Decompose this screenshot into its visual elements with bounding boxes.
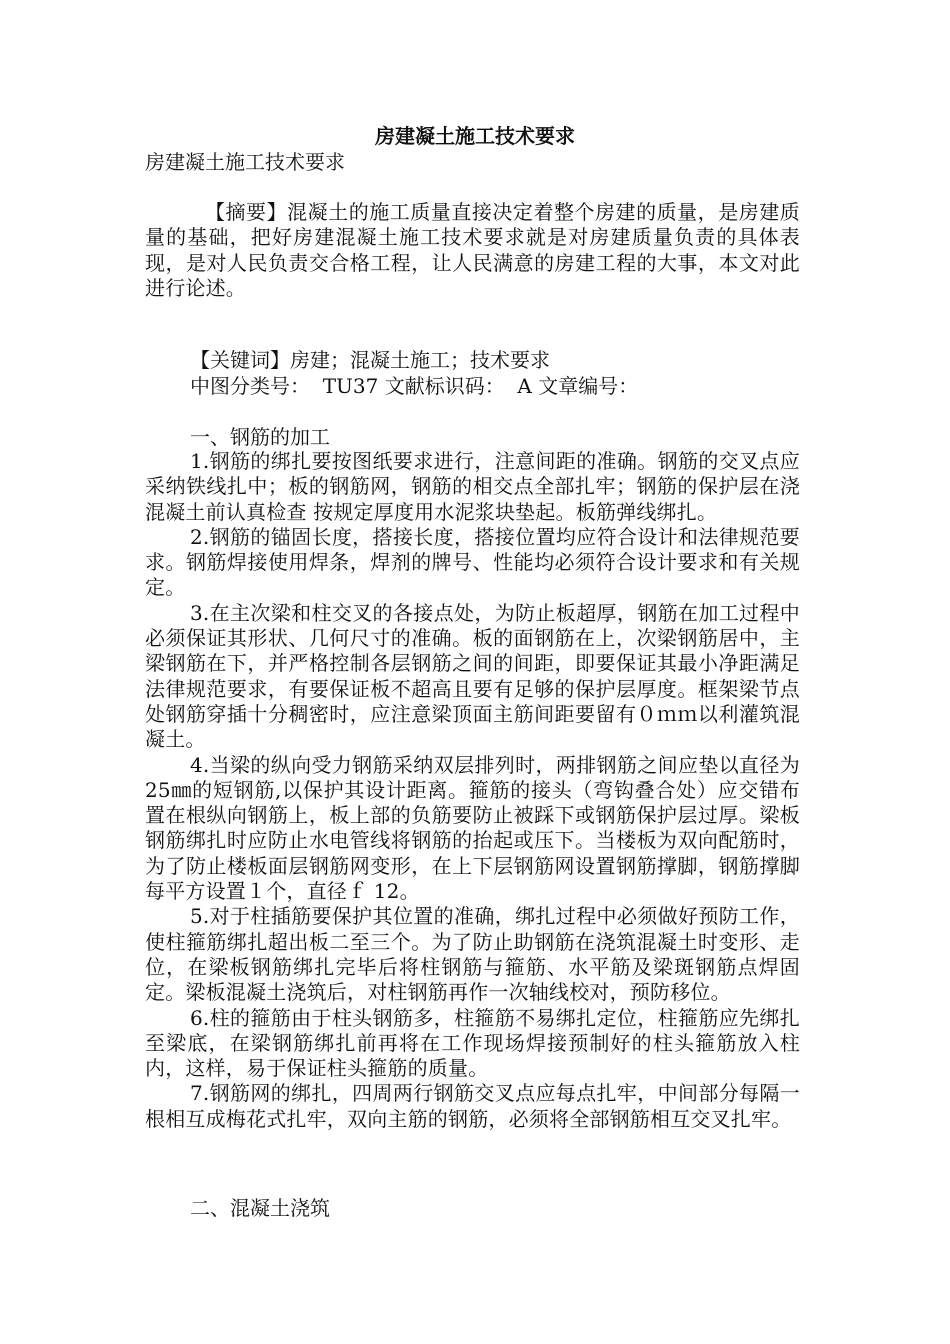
paragraph-5: 5.对于柱插筋要保护其位置的准确，绑扎过程中必须做好预防工作，使柱箍筋绑扎超出板二至三个。为了防止助钢筋在浇筑混凝土时变形、走位，在梁板钢筋绑扎完毕后将柱钢筋与箍筋、水平筋及梁斑钢筋点焊固定。梁板混凝土浇筑后，对柱钢筋再作一次轴线校对，预防移位。 bbox=[145, 904, 800, 1005]
rebar-paragraphs bbox=[145, 449, 800, 1132]
classification-line: 中图分类号： TU37 文献标识码： A 文章编号： bbox=[190, 374, 639, 398]
paragraph-1: 1.钢筋的绑扎要按图纸要求进行，注意间距的准确。钢筋的交叉点应采纳铁线扎中；板的钢筋网，钢筋的相交点全部扎牢；钢筋的保护层在浇混凝土前认真检查 按规定厚度用水泥浆块垫起。板筋弹线绑扎。 bbox=[145, 449, 800, 524]
document-title: 房建凝土施工技术要求 bbox=[375, 124, 575, 148]
paragraph-7: 7.钢筋网的绑扎，四周两行钢筋交叉点应每点扎牢，中间部分每隔一根相互成梅花式扎牢，双向主筋的钢筋，必须将全部钢筋相互交叉扎牢。 bbox=[145, 1081, 800, 1131]
section-heading-concrete-pouring: 二、混凝土浇筑 bbox=[190, 1196, 330, 1220]
paragraph-6: 6.柱的箍筋由于柱头钢筋多，柱箍筋不易绑扎定位，柱箍筋应先绑扎至梁底，在梁钢筋绑扎前再将在工作现场焊接预制好的柱头箍筋放入柱内，这样，易于保证柱头箍筋的质量。 bbox=[145, 1005, 800, 1081]
keywords-line: 【关键词】房建；混凝土施工；技术要求 bbox=[190, 348, 550, 372]
paragraph-2: 2.钢筋的锚固长度，搭接长度，搭接位置均应符合设计和法律规范要求。钢筋焊接使用焊条，焊剂的牌号、性能均必须符合设计要求和有关规定。 bbox=[145, 524, 800, 600]
section-heading-rebar-processing: 一、钢筋的加工 bbox=[190, 425, 330, 449]
paragraph-4: 4.当梁的纵向受力钢筋采纳双层排列时，两排钢筋之间应垫以直径为25㎜的短钢筋,以保护其设计距离。箍筋的接头（弯钩叠合处）应交错布置在根纵向钢筋上，板上部的负筋要防止被踩下或钢筋保护层过厚。梁板钢筋绑扎时应防止水电管线将钢筋的抬起或压下。当楼板为双向配筋时，为了防止楼板面层钢筋网变形，在上下层钢筋网设置钢筋撑脚，钢筋撑脚每平方设置１个，直径ｆ 12。 bbox=[145, 752, 800, 904]
paragraph-3: 3.在主次梁和柱交叉的各接点处，为防止板超厚，钢筋在加工过程中必须保证其形状、几何尺寸的准确。板的面钢筋在上，次梁钢筋居中，主梁钢筋在下，并严格控制各层钢筋之间的间距，即要保证其最小净距满足法律规范要求，有要保证板不超高且要有足够的保护层厚度。框架梁节点处钢筋穿插十分稠密时，应注意梁顶面主筋间距要留有０ｍｍ以利灌筑混凝土。 bbox=[145, 600, 800, 752]
abstract-paragraph: 【摘要】混凝土的施工质量直接决定着整个房建的质量，是房建质量的基础，把好房建混凝土施工技术要求就是对房建质量负责的具体表现，是对人民负责交合格工程，让人民满意的房建工程的大事，本文对此进行论述。 bbox=[145, 200, 800, 300]
document-subtitle: 房建凝土施工技术要求 bbox=[145, 150, 345, 174]
